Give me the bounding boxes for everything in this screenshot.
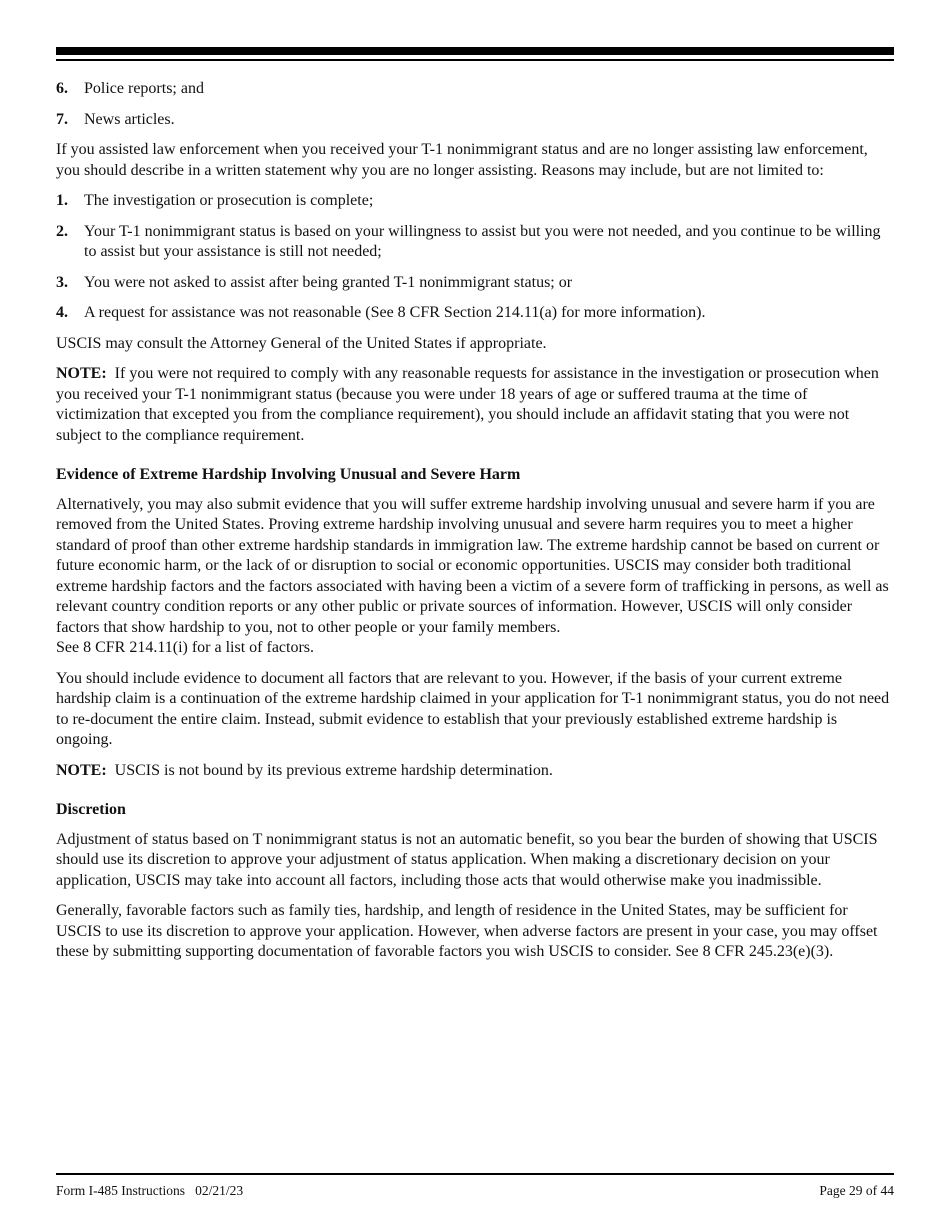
note-text: USCIS is not bound by its previous extreme hardship determination. — [106, 761, 553, 779]
list-item-number: 2. — [56, 222, 68, 240]
paragraph-hardship-1 — [56, 495, 894, 659]
list-item — [56, 79, 894, 100]
evidence-list-continued — [56, 79, 894, 130]
list-item-number: 4. — [56, 304, 68, 321]
page-content — [56, 79, 894, 973]
paragraph-hardship-2: You should include evidence to document all factors that are relevant to you. However, if the basis of your current extreme hardship claim is a continuation of the extreme hardship claimed in your application for T-1 nonimmigrant status, you do not need to re-document the entire claim. Instead, submit evidence to establish that your previously established extreme hardship is ongoing. — [56, 669, 890, 748]
list-item — [56, 222, 894, 263]
list-item — [56, 191, 894, 212]
header-rule-thick — [56, 47, 894, 55]
header-rule-thin — [56, 59, 894, 61]
list-item-number: 7. — [56, 110, 68, 128]
list-item-text: You were not asked to assist after being granted T-1 nonimmigrant status; or — [84, 273, 573, 291]
list-item-text: News articles. — [84, 110, 175, 128]
note-hardship — [56, 761, 894, 782]
paragraph-assisted: If you assisted law enforcement when you received your T-1 nonimmigrant status and are no longer assisting law enforcement, you should describe in a written statement why you are no longer assisting. Reasons may include, but are not limited to: — [56, 141, 868, 179]
paragraph-hardship-1-reference: See 8 CFR 214.11(i) for a list of factors. — [56, 639, 315, 656]
list-item-number: 6. — [56, 80, 68, 97]
list-item-number: 3. — [56, 273, 68, 291]
note-text: If you were not required to comply with any reasonable requests for assistance in the investigation or prosecution when you received your T-1 nonimmigrant status (because you were under 18 years of age or suffered trauma at the time of victimization that excepted you from the compliance requirement), you should include an affidavit stating that you were not subject to the compliance requirement. — [56, 365, 883, 444]
list-item-text: A request for assistance was not reasonable (See 8 CFR Section 214.11(a) for more information). — [84, 304, 706, 321]
list-item-text: Your T-1 nonimmigrant status is based on your willingness to assist but you were not needed, and you continue to be willing to assist but your assistance is still not needed; — [84, 222, 881, 260]
list-item-text: Police reports; and — [84, 80, 204, 97]
paragraph-consult: USCIS may consult the Attorney General of the United States if appropriate. — [56, 334, 547, 352]
note-label: NOTE: — [56, 365, 107, 382]
paragraph-hardship-1-main: Alternatively, you may also submit evidence that you will suffer extreme hardship involving unusual and severe harm if you are removed from the United States. Proving extreme hardship involving unusual and severe harm requires you to meet a higher standard of proof than other extreme hardship standards in immigration law. The extreme hardship cannot be based on current or future economic harm, or the lack of or disruption to social or economic opportunities. USCIS may consider both traditional extreme hardship factors and the factors associated with having been a victim of a severe form of trafficking in persons, as well as relevant country condition reports or any other public or private sources of information. However, USCIS will only consider factors that show hardship to you, not to other people or your family members. — [56, 495, 889, 636]
heading-discretion: Discretion — [56, 801, 126, 818]
note-label: NOTE: — [56, 761, 107, 779]
footer-page-number: Page 29 of 44 — [819, 1183, 894, 1198]
list-item-text: The investigation or prosecution is complete; — [84, 192, 374, 209]
document-page — [56, 0, 894, 1230]
list-item — [56, 273, 894, 294]
list-item — [56, 110, 894, 131]
footer-form-info: Form I-485 Instructions 02/21/23 — [56, 1183, 244, 1198]
paragraph-discretion-2: Generally, favorable factors such as family ties, hardship, and length of residence in the United States, may be sufficient for USCIS to use its discretion to approve your application. However, when adverse factors are present in your case, you may offset these by submitting supporting documentation of favorable factors you wish USCIS to consider. See 8 CFR 245.23(e)(3). — [56, 902, 878, 960]
footer-rule — [56, 1173, 894, 1175]
list-item — [56, 303, 894, 324]
page-footer — [56, 1183, 894, 1199]
heading-extreme-hardship: Evidence of Extreme Hardship Involving Unusual and Severe Harm — [56, 466, 521, 483]
reasons-list — [56, 191, 894, 324]
paragraph-discretion-1: Adjustment of status based on T nonimmigrant status is not an automatic benefit, so you bear the burden of showing that USCIS should use its discretion to approve your adjustment of status application. When making a discretionary decision on your application, USCIS may take into account all factors, including those acts that would otherwise make you inadmissible. — [56, 830, 878, 889]
list-item-number: 1. — [56, 192, 68, 209]
note-compliance — [56, 364, 894, 446]
